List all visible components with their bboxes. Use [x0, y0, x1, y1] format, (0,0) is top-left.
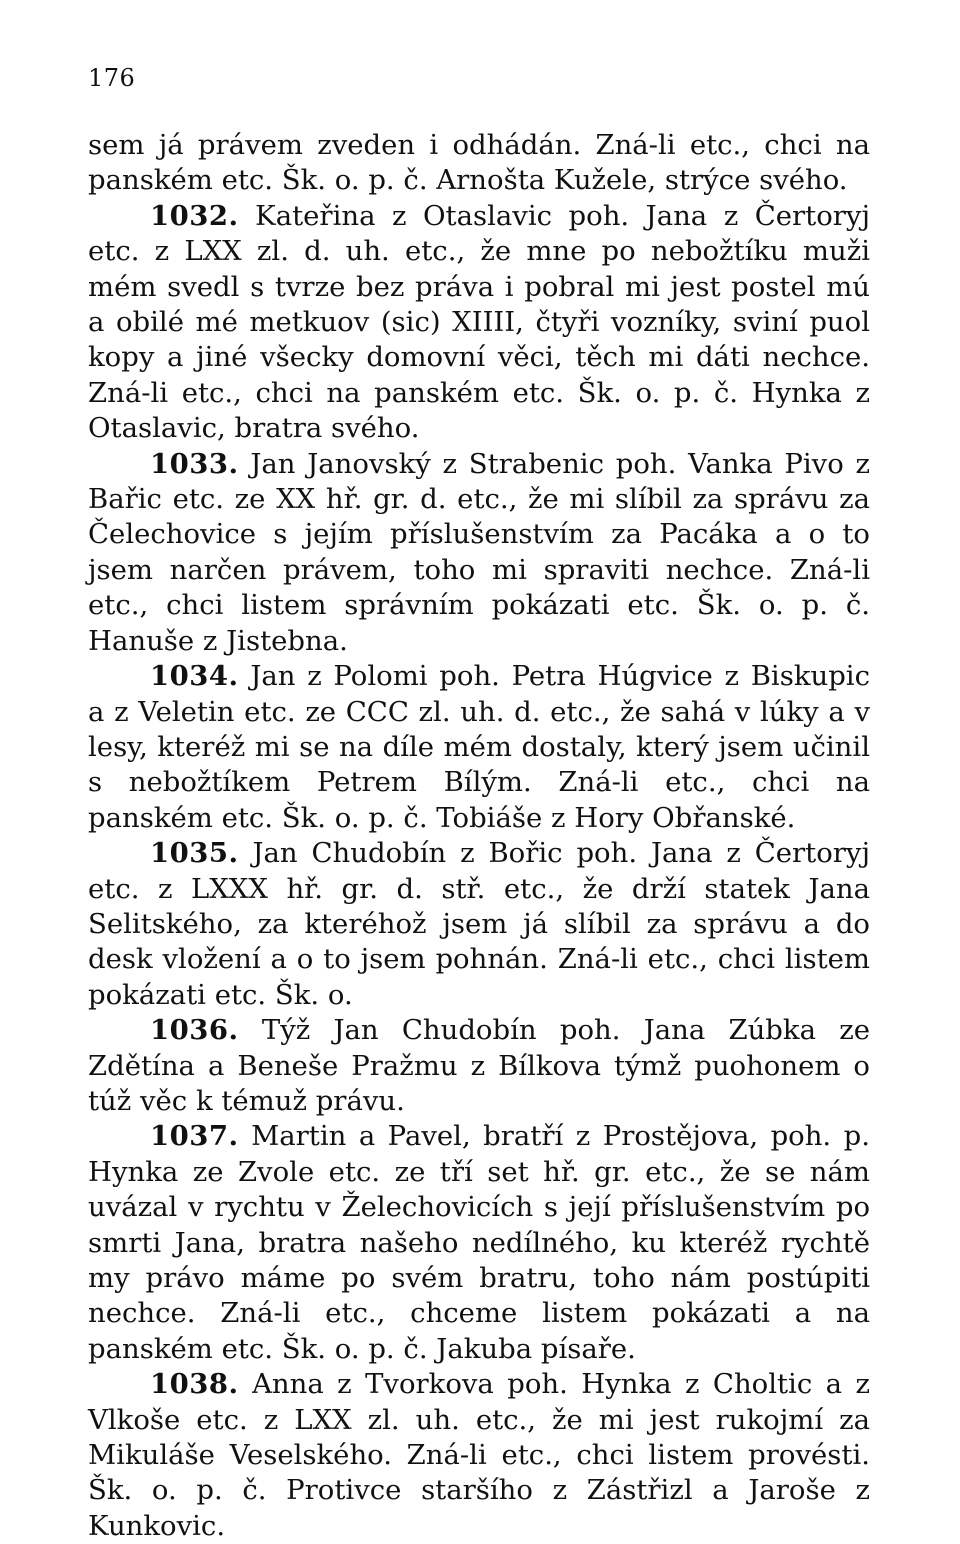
entry-1032 — [88, 199, 870, 447]
entry-number: 1035. — [150, 837, 239, 870]
entry-1035 — [88, 836, 870, 1013]
entry-number: 1038. — [150, 1368, 239, 1401]
entry-1037 — [88, 1119, 870, 1367]
entry-1034 — [88, 659, 870, 836]
entry-text: Anna z Tvorkova poh. Hynka z Choltic a z Vlkoše etc. z LXX zl. uh. etc., že mi jest rukojmí za Mikuláše Veselského. Zná-li etc., chci listem provésti. Šk. o. p. č. Protivce staršího z Zástřizl a Jaroše z Kunkovic. — [88, 1368, 870, 1542]
entry-number: 1032. — [150, 199, 239, 232]
entry-text: Jan z Polomi poh. Petra Húgvice z Biskupic a z Veletin etc. ze CCC zl. uh. d. etc., že sahá v lúky a v lesy, kteréž mi se na díle mém dostaly, který jsem učinil s nebožtíkem Petrem Bílým. Zná-li etc., chci na panském etc. Šk. o. p. č. Tobiáše z Hory Obřanské. — [88, 660, 870, 834]
entry-number: 1034. — [150, 660, 239, 693]
entry-1036 — [88, 1013, 870, 1119]
entry-1038 — [88, 1367, 870, 1544]
entry-1033 — [88, 447, 870, 659]
entry-text: Martin a Pavel, bratří z Prostějova, poh. p. Hynka ze Zvole etc. ze tří set hř. gr. etc., že se nám uvázal v rychtu v Želechovicích s její příslušenstvím po smrti Jana, bratra našeho nedílného, ku kteréž rychtě my právo máme po svém bratru, toho nám postúpiti nechce. Zná-li etc., chceme listem pokázati a na panském etc. Šk. o. p. č. Jakuba písaře. — [88, 1120, 870, 1365]
intro-paragraph: sem já právem zveden i odhádán. Zná-li etc., chci na panském etc. Šk. o. p. č. Arnošta Kužele, strýce svého. — [88, 129, 870, 197]
document-body — [88, 128, 870, 1544]
entry-text: Jan Janovský z Strabenic poh. Vanka Pivo z Bařic etc. ze XX hř. gr. d. etc., že mi slíbil za správu za Čelechovice s jejím příslušenstvím za Pacáka a o to jsem narčen právem, toho mi spraviti nechce. Zná-li etc., chci listem správním pokázati etc. Šk. o. p. č. Hanuše z Jistebna. — [88, 447, 870, 657]
entry-text: Týž Jan Chudobín poh. Jana Zúbka ze Zdětína a Beneše Pražmu z Bílkova týmž puohonem o túž věc k témuž právu. — [88, 1014, 870, 1117]
entry-number: 1036. — [150, 1014, 239, 1047]
entry-text: Jan Chudobín z Bořic poh. Jana z Čertoryj etc. z LXXX hř. gr. d. stř. etc., že drží statek Jana Selitského, za kteréhož jsem já slíbil za správu a do desk vložení a o to jsem pohnán. Zná-li etc., chci listem pokázati etc. Šk. o. — [88, 837, 870, 1011]
entry-text: Kateřina z Otaslavic poh. Jana z Čertoryj etc. z LXX zl. d. uh. etc., že mne po nebožtíku muži mém svedl s tvrze bez práva i pobral mi jest postel mú a obilé mé metkuov (sic) XIIII, čtyři vozníky, sviní puol kopy a jiné všecky domovní věci, těch mi dáti nechce. Zná-li etc., chci na panském etc. Šk. o. p. č. Hynka z Otaslavic, bratra svého. — [88, 199, 870, 445]
page-number: 176 — [88, 64, 136, 92]
entry-number: 1037. — [150, 1120, 239, 1153]
entry-number: 1033. — [150, 447, 239, 480]
